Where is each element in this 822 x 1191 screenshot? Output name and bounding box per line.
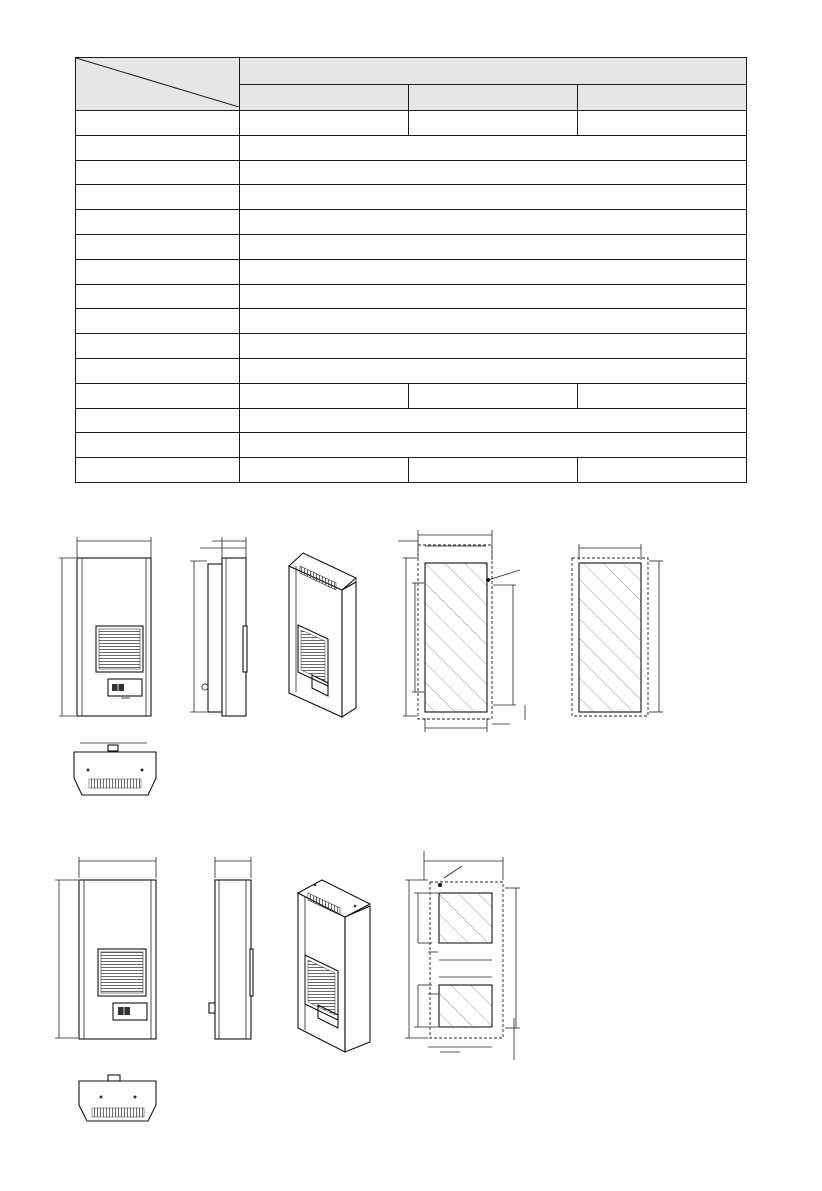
unit-a-cutout-2	[572, 544, 663, 716]
unit-a-cutout-1	[398, 530, 525, 732]
unit-a-front-view	[59, 537, 151, 716]
unit-a-isometric-view	[289, 553, 356, 717]
unit-b-bottom-view	[79, 1075, 156, 1121]
unit-b-isometric-view	[298, 880, 370, 1052]
unit-a-side-view	[190, 537, 247, 716]
unit-b-cutout	[405, 851, 520, 1060]
unit-b-front-view	[55, 857, 156, 1039]
unit-b-side-view	[209, 857, 253, 1039]
unit-a-bottom-view	[74, 743, 156, 795]
